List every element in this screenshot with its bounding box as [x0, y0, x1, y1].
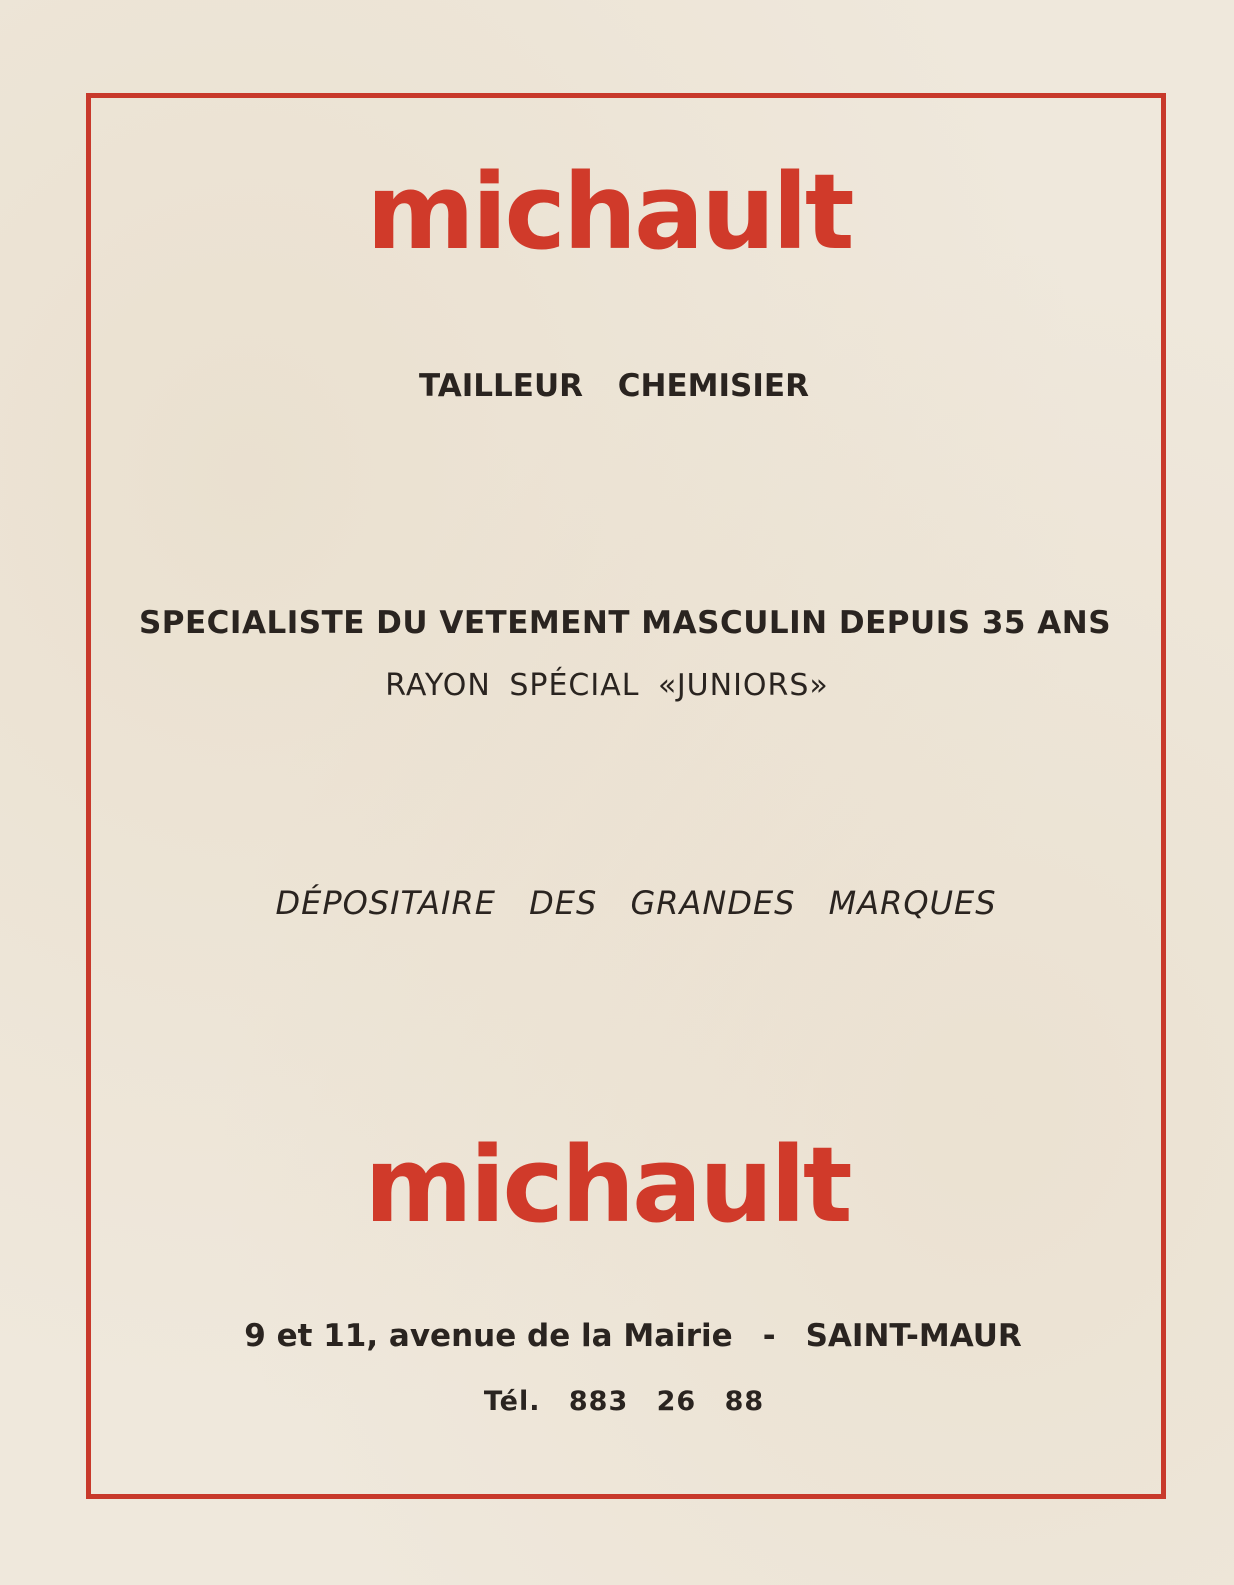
- red-border-frame: [86, 93, 1166, 1499]
- address-street: 9 et 11, avenue de la Mairie: [244, 1318, 733, 1354]
- address-separator: -: [762, 1318, 776, 1354]
- juniors-department-line: RAYON SPÉCIAL «JUNIORS»: [385, 668, 829, 703]
- brands-dealer-line: DÉPOSITAIRE DES GRANDES MARQUES: [275, 884, 997, 922]
- phone-number: Tél. 883 26 88: [483, 1386, 765, 1417]
- address-city: SAINT-MAUR: [805, 1318, 1022, 1354]
- profession-subtitle: TAILLEUR CHEMISIER: [419, 368, 809, 404]
- store-address: [16, 1318, 1234, 1354]
- brand-logo-bottom: michault: [364, 1124, 850, 1246]
- specialty-headline: SPECIALISTE DU VETEMENT MASCULIN DEPUIS 35 ANS: [138, 605, 1112, 641]
- brand-logo-top: michault: [366, 151, 852, 273]
